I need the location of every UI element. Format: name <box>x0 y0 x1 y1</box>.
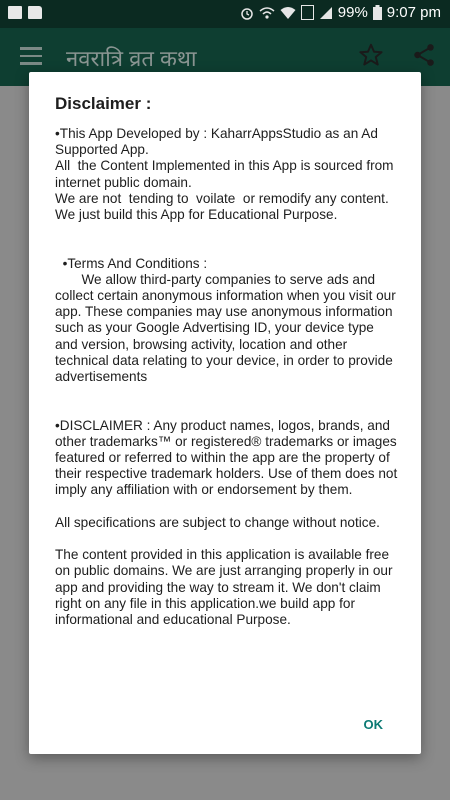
battery-percent: 99% <box>337 4 368 21</box>
dialog-body: •This App Developed by : KaharrAppsStudio as an Ad Supported App. All the Content Implemented in this App is sourced from internet public domain. We are not tending to voilate or remodify any content. We just build this App for Educational Purpose. •Terms And Conditions : We allow third-party companies to serve ads and collect certain anonymous information when you visit our app. These companies may use anonymous information such as your Google Advertising ID, your device type and version, browsing activity, location and other technical data relating to your device, in order to provide advertisements •DISCLAIMER : Any product names, logos, brands, and other trademarks™ or registered® trademarks or images featured or referred to within the app are the property of their respective trademark holders. Use of them does not imply any affiliation with or endorsement by them. All specifications are subject to change without notice. The content provided in this application is available free on public domains. We are just arranging properly in our app and providing the way to stream it. We don't claim right on any file in this application.we build app for informational and educational Purpose. <box>55 126 398 628</box>
alarm-icon <box>240 6 254 20</box>
disclaimer-dialog <box>29 72 421 754</box>
share-icon[interactable] <box>411 42 437 68</box>
ok-button[interactable]: OK <box>363 717 383 732</box>
app-title: नवरात्रि व्रत कथा <box>66 46 197 71</box>
status-left-icons <box>8 6 42 19</box>
image-icon <box>8 6 22 19</box>
status-right <box>240 4 441 21</box>
star-icon[interactable] <box>358 42 384 68</box>
sim-icon <box>301 5 314 20</box>
signal-icon <box>319 6 333 20</box>
menu-icon[interactable] <box>20 47 42 65</box>
clock: 9:07 pm <box>386 4 441 21</box>
folder-icon <box>28 6 42 19</box>
dialog-title: Disclaimer : <box>55 94 152 113</box>
battery-icon <box>373 5 382 20</box>
status-bar <box>0 0 450 28</box>
wifi-calling-icon <box>259 6 275 20</box>
wifi-icon <box>280 6 296 20</box>
